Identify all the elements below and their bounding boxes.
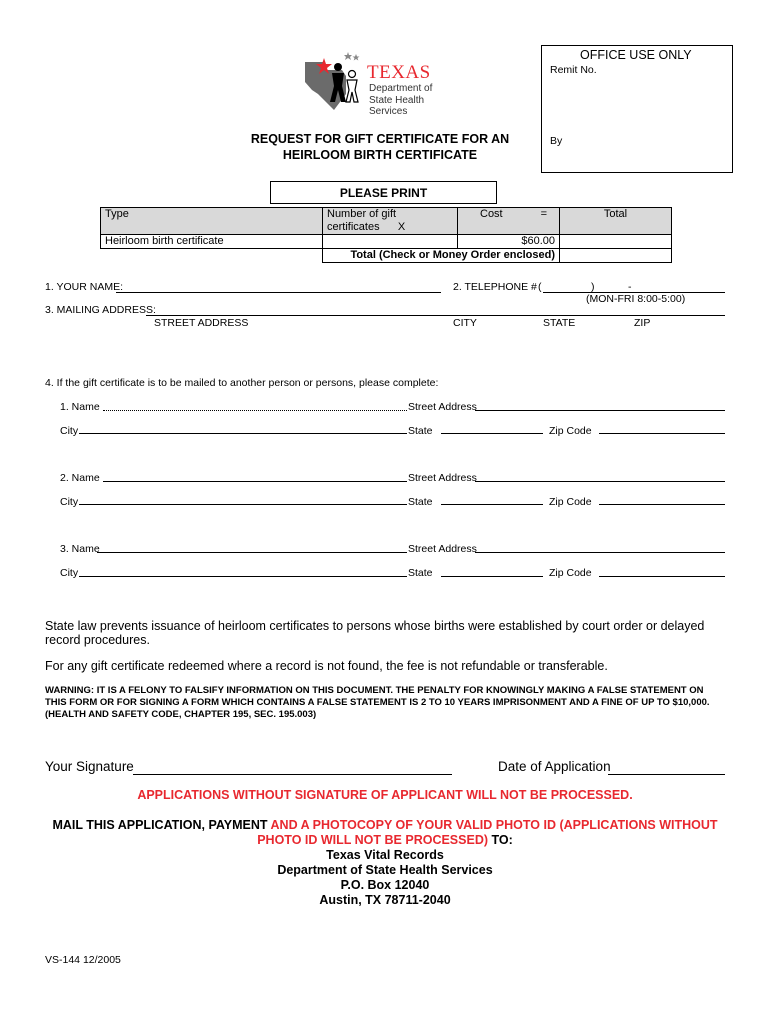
felony-warning: WARNING: IT IS A FELONY TO FALSIFY INFORMATION ON THIS DOCUMENT. THE PENALTY FOR KNOWINGLY MAKING A FALSE STATEMENT ON THIS FORM OR FOR SIGNING A FORM WHICH CONTAINS A FALSE STATEMENT IS 2 TO 10 YEARS IMPRISONMENT AND A FINE OF UP TO $10,000. (HEALTH AND SAFETY CODE, CHAPTER 195, SEC. 195.003): [45, 685, 710, 720]
recipient2-name-field[interactable]: [103, 481, 407, 482]
mail-instructions-part1: MAIL THIS APPLICATION, PAYMENT: [52, 818, 268, 832]
street-address-caption: STREET ADDRESS: [154, 317, 249, 329]
signature-field[interactable]: [133, 774, 452, 775]
recipient2-street-label: Street Address: [408, 472, 477, 484]
recipient1-name-label: 1. Name: [60, 401, 100, 413]
recipient3-state-field[interactable]: [441, 576, 543, 577]
zip-caption: ZIP: [634, 317, 651, 329]
recipient1-street-label: Street Address: [408, 401, 477, 413]
telephone-hours: (MON-FRI 8:00-5:00): [586, 293, 686, 305]
recipient1-city-field[interactable]: [79, 433, 407, 434]
recipient3-street-label: Street Address: [408, 543, 477, 555]
header-number: Number of gift certificates X: [323, 208, 458, 235]
recipient2-state-label: State: [408, 496, 433, 508]
recipient3-city-field[interactable]: [79, 576, 407, 577]
number-of-certificates-field[interactable]: [323, 235, 458, 249]
recipient2-zip-label: Zip Code: [549, 496, 592, 508]
by-label: By: [550, 135, 563, 147]
address-line1: Texas Vital Records: [326, 848, 444, 862]
section4-intro: 4. If the gift certificate is to be mailed to another person or persons, please complete:: [45, 377, 439, 389]
texas-map-figures-icon: [302, 50, 362, 112]
date-of-application-field[interactable]: [608, 774, 725, 775]
remit-no-label: Remit No.: [550, 64, 597, 76]
recipient2-zip-field[interactable]: [599, 504, 725, 505]
header-cost: Cost =: [458, 208, 560, 235]
logo-texas-text: TEXAS: [367, 62, 431, 83]
row-type-cell: Heirloom birth certificate: [101, 235, 323, 249]
header-type: Type: [101, 208, 323, 235]
recipient3-name-field[interactable]: [97, 552, 407, 553]
mail-instructions-to: TO:: [488, 833, 513, 847]
office-use-box: [541, 45, 733, 173]
recipient3-city-label: City: [60, 567, 79, 579]
form-title-line1: REQUEST FOR GIFT CERTIFICATE FOR AN: [250, 132, 510, 146]
recipient3-zip-label: Zip Code: [549, 567, 592, 579]
address-line4: Austin, TX 78711-2040: [319, 893, 451, 907]
recipient1-name-field[interactable]: [103, 410, 407, 411]
recipient3-street-field[interactable]: [475, 552, 725, 553]
your-name-field[interactable]: [116, 292, 441, 293]
mailing-address-field[interactable]: [146, 315, 725, 316]
total-label-cell: Total (Check or Money Order enclosed): [323, 249, 560, 263]
court-order-note: State law prevents issuance of heirloom certificates to persons whose births were established by court order or delayed record procedures.: [45, 619, 705, 647]
recipient2-city-field[interactable]: [79, 504, 407, 505]
mail-instructions: [40, 818, 730, 848]
telephone-dash: -: [628, 281, 632, 293]
grand-total-field[interactable]: [560, 249, 672, 263]
logo-dept-line2: State Health Services: [369, 95, 425, 117]
your-name-label: 1. YOUR NAME:: [45, 281, 123, 293]
state-caption: STATE: [543, 317, 576, 329]
recipient1-zip-field[interactable]: [599, 433, 725, 434]
recipient1-state-label: State: [408, 425, 433, 437]
mailing-address-block: [0, 848, 770, 908]
form-title-line2: HEIRLOOM BIRTH CERTIFICATE: [282, 148, 478, 162]
recipient2-name-label: 2. Name: [60, 472, 100, 484]
recipient1-city-label: City: [60, 425, 79, 437]
mailing-address-label: 3. MAILING ADDRESS:: [45, 304, 156, 316]
mail-instructions-photo-id: AND A PHOTOCOPY OF YOUR VALID PHOTO ID (APPLICATIONS WITHOUT PHOTO ID WILL NOT BE PROCESSED): [257, 818, 718, 847]
date-of-application-label: Date of Application: [498, 759, 611, 774]
telephone-paren-close: ): [591, 281, 595, 293]
office-use-title: OFFICE USE ONLY: [580, 48, 692, 62]
row-total-field[interactable]: [560, 235, 672, 249]
telephone-paren-open: (: [538, 281, 542, 293]
form-title: [200, 131, 563, 163]
certificate-cost-table: [100, 207, 672, 263]
recipient3-zip-field[interactable]: [599, 576, 725, 577]
city-caption: CITY: [453, 317, 477, 329]
recipient3-name-label: 3. Name: [60, 543, 100, 555]
recipient1-street-field[interactable]: [475, 410, 725, 411]
recipient2-street-field[interactable]: [475, 481, 725, 482]
logo-dept-line1: Department of: [369, 83, 433, 94]
form-id: VS-144 12/2005: [45, 954, 121, 966]
address-line2: Department of State Health Services: [277, 863, 493, 877]
recipient1-zip-label: Zip Code: [549, 425, 592, 437]
recipient3-state-label: State: [408, 567, 433, 579]
address-line3: P.O. Box 12040: [340, 878, 430, 892]
recipient2-city-label: City: [60, 496, 79, 508]
row-cost-cell: $60.00: [458, 235, 560, 249]
texas-dshs-logo: [302, 50, 462, 117]
recipient1-state-field[interactable]: [441, 433, 543, 434]
refund-note: For any gift certificate redeemed where a record is not found, the fee is not refundable or transferable.: [45, 659, 608, 673]
please-print-banner: PLEASE PRINT: [270, 181, 497, 204]
signature-label: Your Signature: [45, 759, 134, 774]
header-total: Total: [560, 208, 672, 235]
signature-required-warning: APPLICATIONS WITHOUT SIGNATURE OF APPLICANT WILL NOT BE PROCESSED.: [137, 788, 633, 802]
recipient2-state-field[interactable]: [441, 504, 543, 505]
telephone-label: 2. TELEPHONE #: [453, 281, 537, 293]
